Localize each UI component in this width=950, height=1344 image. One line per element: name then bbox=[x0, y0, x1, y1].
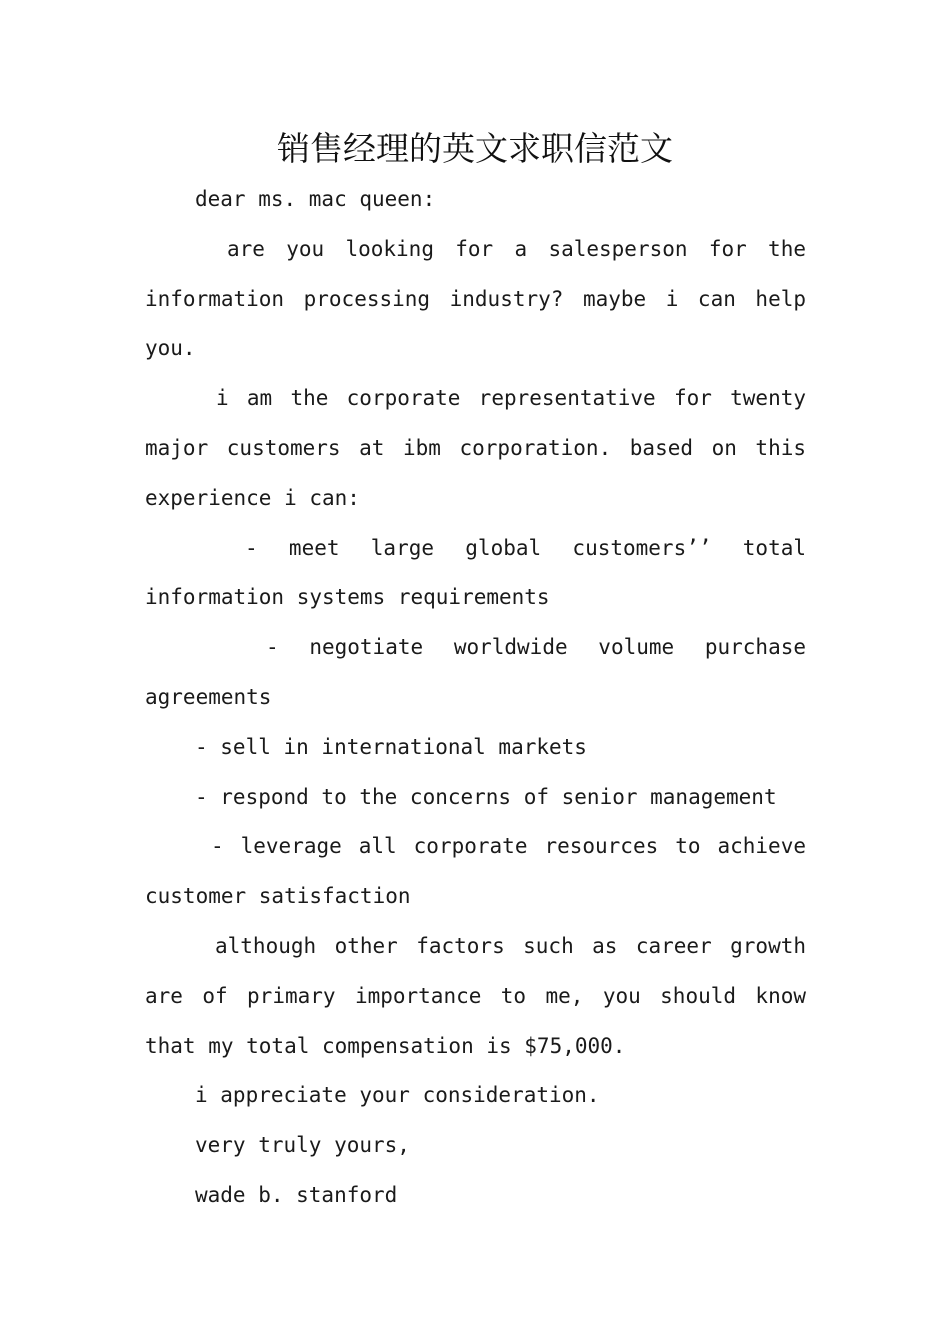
bullet-item: - negotiate worldwide volume purchase agreements bbox=[145, 635, 806, 709]
bullet-item: - leverage all corporate resources to achieve customer satisfaction bbox=[145, 834, 806, 909]
page-title: 销售经理的英文求职信范文 bbox=[277, 129, 673, 168]
bullet-item: - respond to the concerns of senior management bbox=[195, 784, 777, 809]
bullet-item: - meet large global customers’’ total information systems requirements bbox=[145, 535, 806, 610]
sign-off: very truly yours, bbox=[195, 1133, 410, 1158]
letter-body bbox=[145, 175, 806, 1221]
paragraph-compensation: although other factors such as career growth are of primary importance to me, you should know that my total compensation is $75,000. bbox=[145, 933, 806, 1058]
signature-name: wade b. stanford bbox=[195, 1182, 398, 1207]
paragraph-intro: are you looking for a salesperson for the information processing industry? maybe i can help you. bbox=[145, 236, 806, 361]
paragraph-experience: i am the corporate representative for twenty major customers at ibm corporation. based on this experience i can: bbox=[145, 386, 806, 510]
bullet-item: - sell in international markets bbox=[195, 734, 587, 759]
closing-line: i appreciate your consideration. bbox=[195, 1083, 600, 1108]
salutation: dear ms. mac queen: bbox=[195, 187, 436, 211]
